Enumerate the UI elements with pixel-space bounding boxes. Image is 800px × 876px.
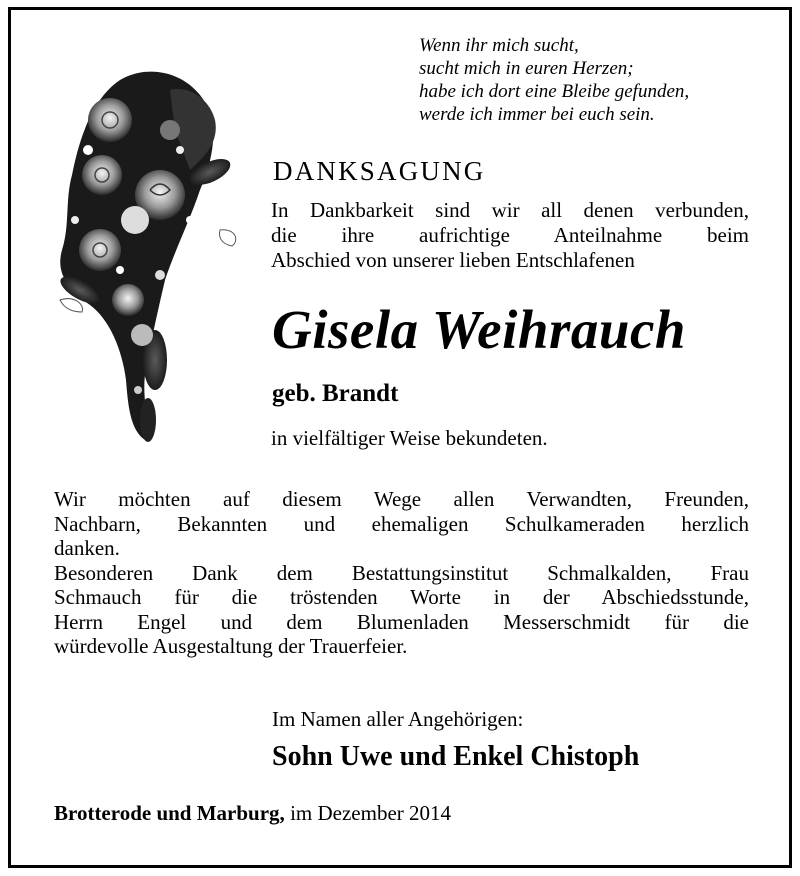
- intro-line: In Dankbarkeit sind wir all denen verbunden,: [271, 198, 749, 222]
- body-line: würdevolle Ausgestaltung der Trauerfeier.: [54, 634, 408, 658]
- poem-line: werde ich immer bei euch sein.: [419, 104, 655, 125]
- body-line: Besonderen Dank dem Bestattungsinstitut Schmalkalden, Frau: [54, 560, 749, 585]
- poem-line: sucht mich in euren Herzen;: [419, 58, 634, 79]
- poem-line: Wenn ihr mich sucht,: [419, 35, 579, 56]
- date: im Dezember 2014: [284, 801, 452, 825]
- intro-text: [271, 198, 749, 273]
- notice-heading: DANKSAGUNG: [273, 156, 486, 186]
- birth-name: geb. Brandt: [272, 380, 399, 407]
- place-date: [54, 801, 451, 826]
- body-line: Nachbarn, Bekannten und ehemaligen Schulkameraden herzlich: [54, 511, 749, 536]
- intro-line: die ihre aufrichtige Anteilnahme beim: [271, 223, 749, 247]
- body-line: Wir möchten auf diesem Wege allen Verwandten, Freunden,: [54, 487, 749, 511]
- poem-line: habe ich dort eine Bleibe gefunden,: [419, 81, 690, 102]
- poem: [419, 34, 689, 126]
- flower-bouquet-image: [50, 60, 250, 455]
- body-text: [54, 487, 749, 659]
- signoff-names: Sohn Uwe und Enkel Chistoph: [272, 741, 640, 772]
- intro-line: Abschied von unserer lieben Entschlafenen: [271, 248, 635, 272]
- deceased-name: Gisela Weihrauch: [272, 299, 686, 360]
- body-line: danken.: [54, 536, 120, 560]
- place: Brotterode und Marburg,: [54, 801, 285, 825]
- signoff-label: Im Namen aller Angehörigen:: [272, 707, 524, 731]
- body-line: Herrn Engel und dem Blumenladen Messerschmidt für die: [54, 609, 749, 634]
- expressed-text: in vielfältiger Weise bekundeten.: [271, 426, 548, 450]
- body-line: Schmauch für die tröstenden Worte in der Abschiedsstunde,: [54, 585, 749, 609]
